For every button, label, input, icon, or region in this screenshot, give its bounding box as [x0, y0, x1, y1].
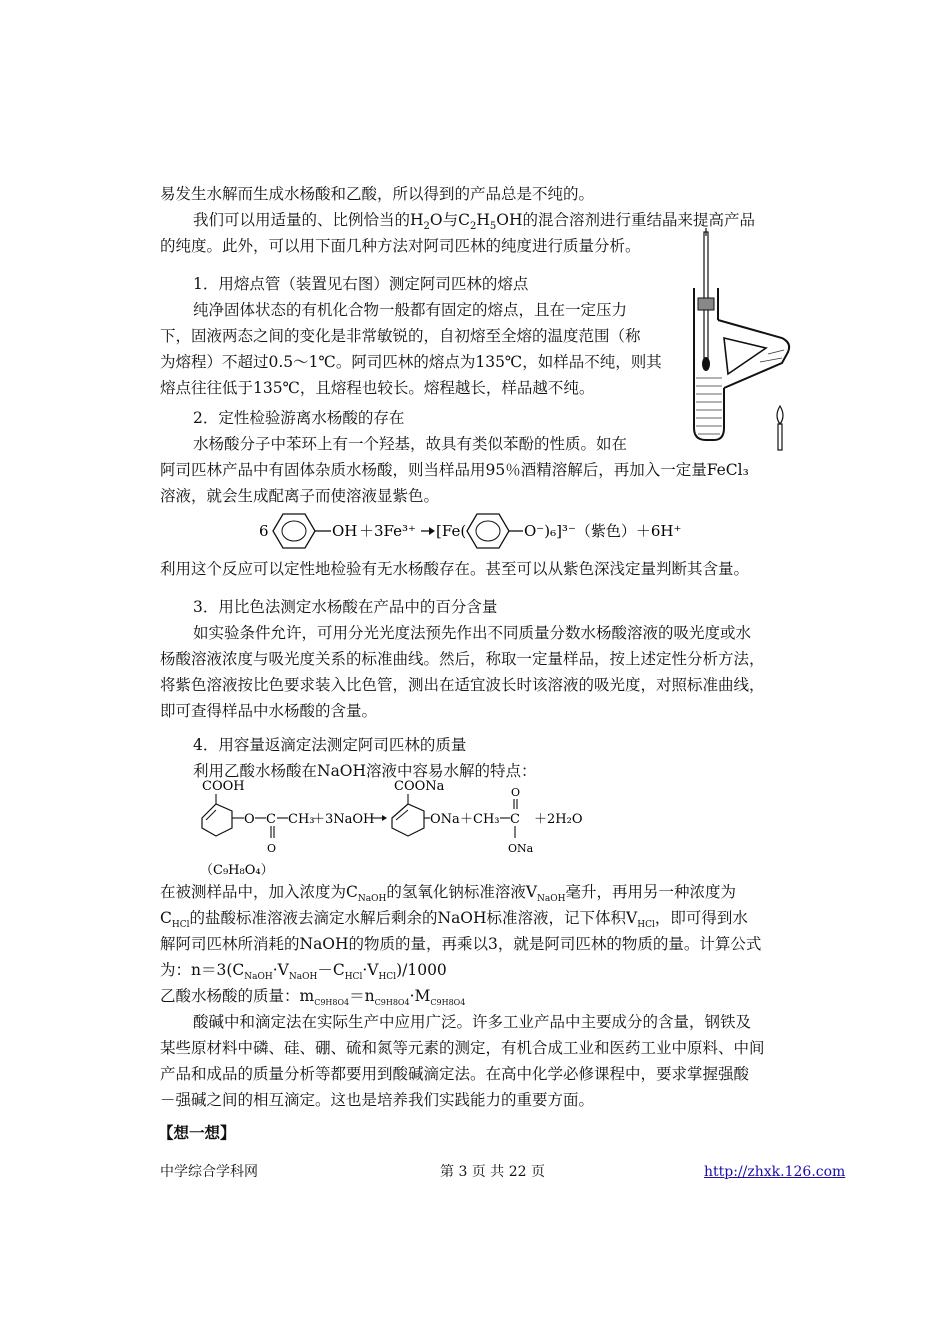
paragraph-line: 利用这个反应可以定性地检验有无水杨酸存在。甚至可以从紫色深浅定量判断其含量。: [160, 560, 750, 578]
paragraph-line: 某些原材料中磷、硅、硼、硫和氮等元素的测定，有机合成工业和医药工业中原料、中间: [160, 1039, 765, 1057]
section-heading-2: 2．定性检验游离水杨酸的存在: [193, 409, 405, 427]
formula-line: 乙酸水杨酸的质量：$m_{C9H8O4}=n_{C9H8O4}\cdot M_{C9H8O4}$: [160, 987, 466, 1008]
footer-site-name: 中学综合学科网: [160, 1164, 258, 1180]
melting-point-apparatus-illustration: [684, 228, 794, 453]
carbonyl-carbon: C: [266, 812, 276, 827]
water-term: ＋2H₂O: [534, 812, 583, 827]
paragraph-line: 即可查得样品中水杨酸的含量。: [160, 702, 378, 720]
carbonyl-oxygen: O: [267, 842, 277, 855]
coona-label: COONa: [394, 779, 445, 794]
paragraph-line: $C_{HCl}$的盐酸标准溶液去滴定水解后剩余的NaOH标准溶液，记下体积$V_{HCl}$，即可得到水: [160, 909, 748, 931]
equation-fe-complex-open: [Fe(: [436, 522, 467, 540]
paragraph-line: 如实验条件允许，可用分光光度法预先作出不同质量分数水杨酸溶液的吸光度或水: [193, 624, 752, 642]
aspirin-formula: （C₉H₈O₄）: [200, 863, 274, 878]
paragraph-line: 阿司匹林产品中有固体杂质水杨酸，则当样品用95％酒精溶解后，再加入一定量FeCl₃: [160, 461, 749, 479]
section-heading-1: 1．用熔点管（装置见右图）测定阿司匹林的熔点: [193, 275, 529, 293]
aspirin-hydrolysis-equation: [180, 778, 600, 878]
paragraph-line: 水杨酸分子中苯环上有一个羟基，故具有类似苯酚的性质。如在: [193, 435, 628, 453]
phenol-iron-complex-equation: [255, 510, 705, 550]
equation-oh: OH: [332, 522, 358, 540]
paragraph-line: 易发生水解而生成水杨酸和乙酸，所以得到的产品总是不纯的。: [160, 185, 595, 203]
paragraph-line: 利用乙酸水杨酸在NaOH溶液中容易水解的特点：: [193, 762, 537, 780]
methyl-group: CH₃: [288, 812, 315, 827]
paragraph-line: 熔点往往低于135℃，且熔程也较长。熔程越长，样品越不纯。: [160, 379, 595, 397]
paragraph-line: 在被测样品中，加入浓度为$C_{NaOH}$的氢氧化钠标准溶液$V_{NaOH}$毫升，再用另一种浓度为: [160, 883, 737, 905]
formula-line: 为：$n=3(C_{NaOH}\cdot V_{NaOH}-C_{HCl}\cdot V_{HCl})/1000$: [160, 961, 447, 983]
paragraph-line: 下，固液两态之间的变化是非常敏锐的，自初熔至全熔的温度范围（称: [160, 327, 641, 345]
cooh-label: COOH: [202, 779, 245, 794]
footer-page-number: 第 3 页 共 22 页: [440, 1164, 545, 1180]
acetate-carbon: C: [510, 812, 520, 827]
paragraph-line: 解阿司匹林所消耗的NaOH的物质的量，再乘以3，就是阿司匹林的物质的量。计算公式: [160, 935, 762, 953]
paragraph-line: 杨酸溶液浓度与吸光度关系的标准曲线。然后，称取一定量样品，按上述定性分析方法，: [160, 650, 765, 668]
paragraph-line: －强碱之间的相互滴定。这也是培养我们实践能力的重要方面。: [160, 1091, 595, 1109]
paragraph-line: 为熔程）不超过0.5～1℃。阿司匹林的熔点为135℃，如样品不纯，则其: [160, 353, 662, 371]
ester-oxygen: O: [244, 812, 255, 827]
acetate-top-oxygen: O: [511, 786, 521, 799]
paragraph-line: 我们可以用适量的、比例恰当的$H_2O$与$C_2H_5OH$的混合溶剂进行重结晶来提高产品: [193, 211, 755, 233]
paragraph-line: 的纯度。此外，可以用下面几种方法对阿司匹林的纯度进行质量分析。: [160, 237, 641, 255]
paragraph-line: 纯净固体状态的有机化合物一般都有固定的熔点，且在一定压力: [193, 301, 628, 319]
paragraph-line: 将紫色溶液按比色要求装入比色管，测出在适宜波长时该溶液的吸光度，对照标准曲线，: [160, 676, 765, 694]
paragraph-line: 酸碱中和滴定法在实际生产中应用广泛。许多工业产品中主要成分的含量，钢铁及: [193, 1013, 752, 1031]
section-heading-4: 4．用容量返滴定法测定阿司匹林的质量: [193, 736, 467, 754]
section-heading-3: 3．用比色法测定水杨酸在产品中的百分含量: [193, 598, 498, 616]
equation-coefficient: 6: [259, 522, 269, 540]
naoh-term: ＋3NaOH: [312, 812, 375, 827]
think-heading: 【想一想】: [158, 1123, 236, 1142]
equation-complex-tail: O⁻)₆]³⁻（紫色）＋6H⁺: [524, 522, 682, 540]
paragraph-line: 溶液，就会生成配离子而使溶液显紫色。: [160, 487, 440, 505]
ona-label: ONa: [430, 812, 460, 827]
acetate-ona: ONa: [508, 842, 534, 855]
equation-fe3-term: ＋3Fe³⁺: [359, 522, 416, 540]
footer-link[interactable]: http://zhxk.126.com: [704, 1164, 846, 1180]
paragraph-line: 产品和成品的质量分析等都要用到酸碱滴定法。在高中化学必修课程中，要求掌握强酸: [160, 1065, 750, 1083]
acetate-term: ＋CH₃: [460, 812, 500, 827]
